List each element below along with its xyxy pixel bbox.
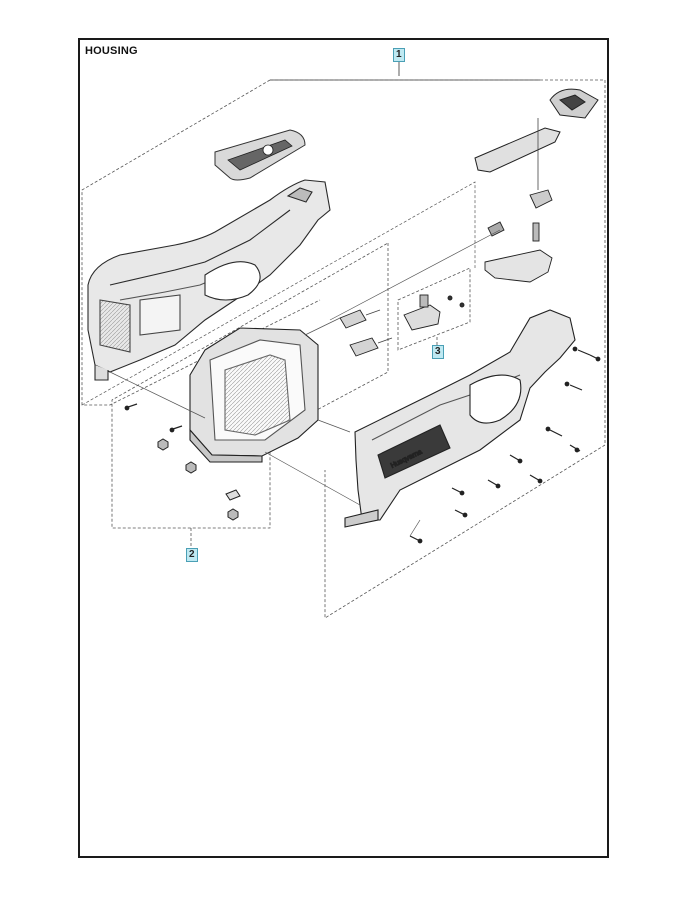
callout-1-leader [270, 60, 540, 80]
callout-3[interactable]: 3 [432, 345, 444, 359]
motor-cover [190, 328, 318, 462]
page-title: HOUSING [85, 45, 138, 57]
trigger-mechanism [485, 190, 552, 282]
callout-2[interactable]: 2 [186, 548, 198, 562]
top-cover-badge [215, 130, 305, 180]
switch-assembly [404, 295, 464, 330]
callout-1[interactable]: 1 [393, 48, 405, 62]
connector-plugs [340, 310, 392, 356]
rear-handle-cap [475, 89, 598, 190]
brand-logo-text: Husqvarna [389, 448, 424, 470]
